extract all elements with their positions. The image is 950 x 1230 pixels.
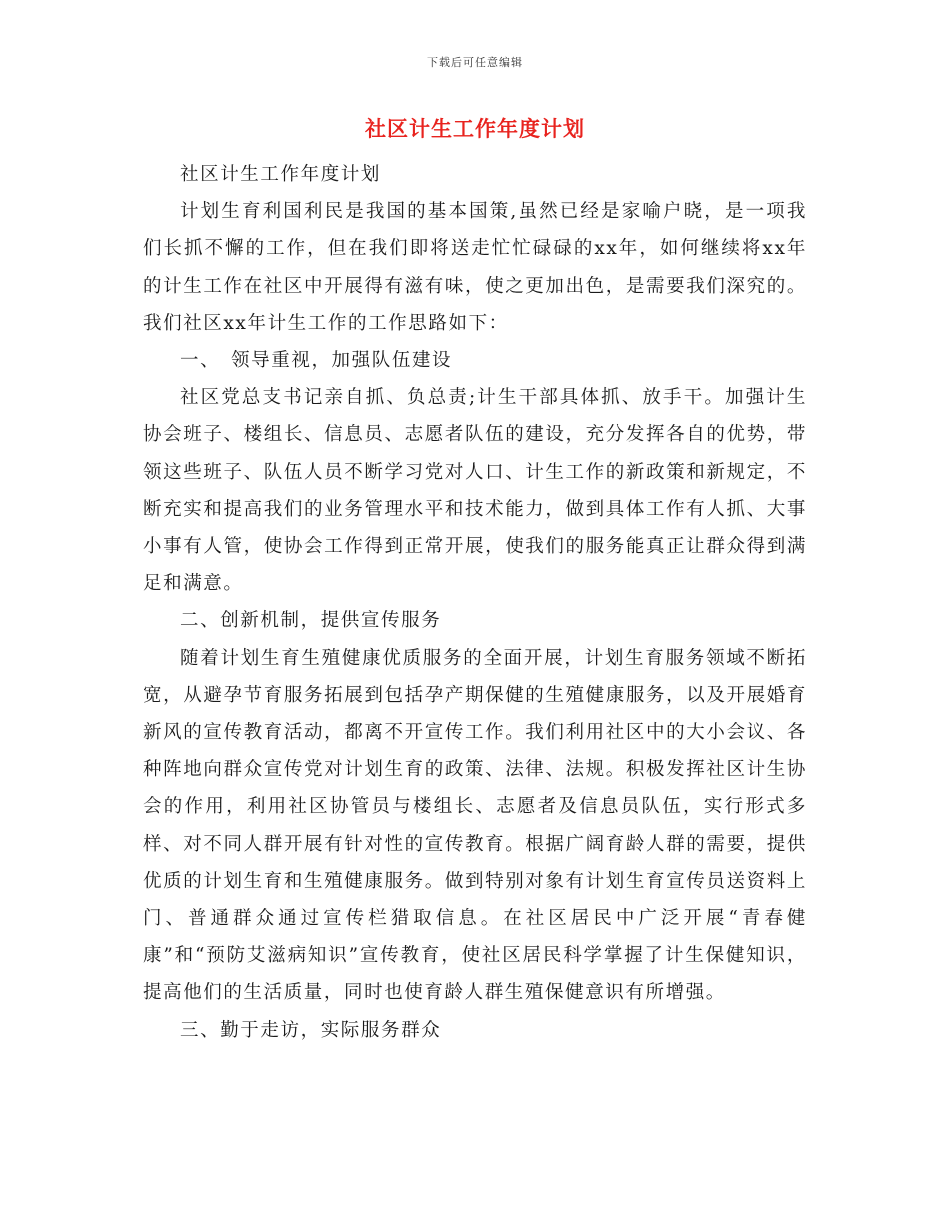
section-heading-3: 三、勤于走访，实际服务群众 [180,1019,442,1041]
section-paragraph-2: 随着计划生育生殖健康优质服务的全面开展，计划生育服务领域不断拓宽，从避孕节育服务拓展到包括孕产期保健的生殖健康服务，以及开展婚育新风的宣传教育活动，都离不开宣传工作。我们利用社区中的大小会议、各种阵地向群众宣传党对计划生育的政策、法律、法规。积极发挥社区计生协会的作用，利用社区协管员与楼组长、志愿者及信息员队伍，实行形式多样、对不同人群开展有针对性的宣传教育。根据广阔育龄人群的需要，提供优质的计划生育和生殖健康服务。做到特别对象有计划生育宣传员送资料上门、普通群众通过宣传栏猎取信息。在社区居民中广泛开展“青春健康”和“预防艾滋病知识”宣传教育，使社区居民科学掌握了计生保健知识，提高他们的生活质量，同时也使育龄人群生殖保健意识有所增强。 [143,647,807,1004]
header-note: 下载后可任意编辑 [427,56,523,69]
document-body [143,156,807,1049]
document-title: 社区计生工作年度计划 [365,116,585,141]
section-heading-1: 一、 领导重视，加强队伍建设 [180,350,453,372]
intro-paragraph: 计划生育利国利民是我国的基本国策,虽然已经是家喻户晓，是一项我们长抓不懈的工作，但在我们即将送走忙忙碌碌的xx年，如何继续将xx年的计生工作在社区中开展得有滋有味，使之更加出色，是需要我们深究的。我们社区xx年计生工作的工作思路如下： [143,201,807,334]
subtitle-paragraph: 社区计生工作年度计划 [180,164,382,185]
section-heading-2: 二、创新机制，提供宣传服务 [180,610,442,632]
section-paragraph-1: 社区党总支书记亲自抓、负总责;计生干部具体抓、放手干。加强计生协会班子、楼组长、信息员、志愿者队伍的建设，充分发挥各自的优势，带领这些班子、队伍人员不断学习党对人口、计生工作的新政策和新规定，不断充实和提高我们的业务管理水平和技术能力，做到具体工作有人抓、大事小事有人管，使协会工作得到正常开展，使我们的服务能真正让群众得到满足和满意。 [143,387,807,595]
